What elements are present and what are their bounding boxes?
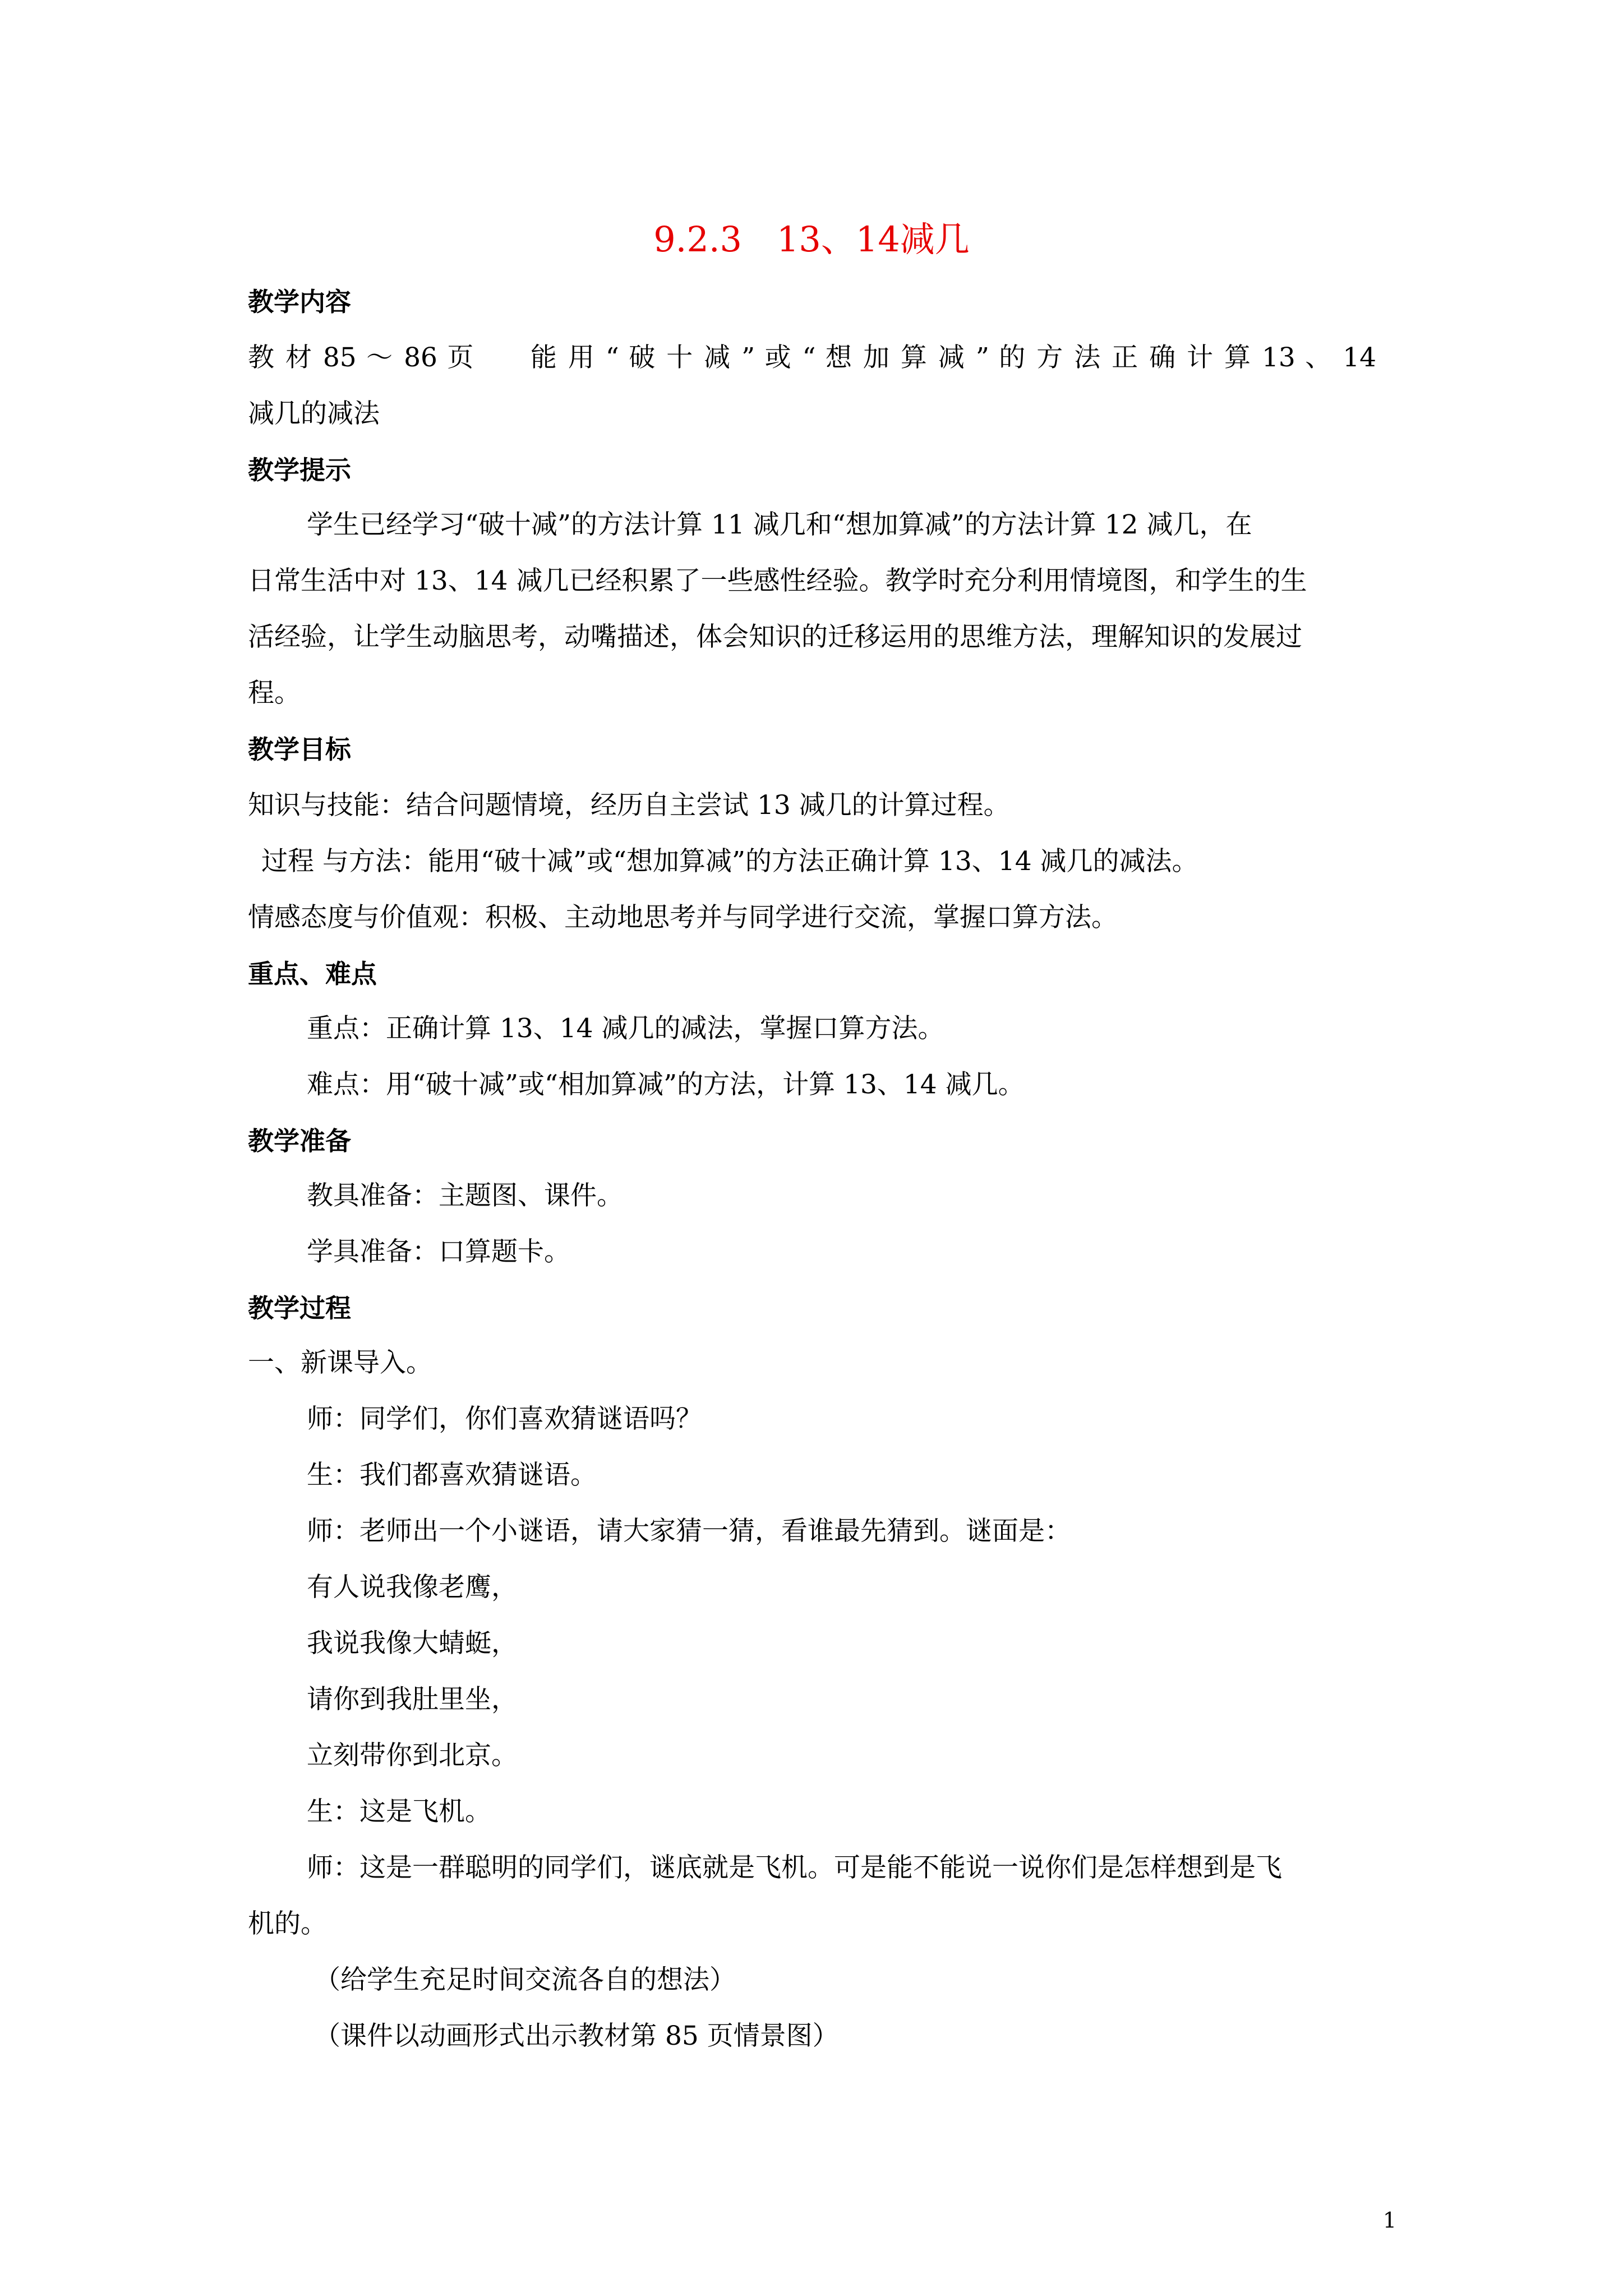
key-point-line: 重点：正确计算 13、14 减几的减法，掌握口算方法。 [307,1013,944,1044]
tips-line-2: 日常生活中对 13、14 减几已经积累了一些感性经验。教学时充分利用情境图，和学生的生 [248,565,1307,596]
difficulty-line: 难点：用“破十减”或“相加算减”的方法，计算 13、14 减几。 [307,1069,1025,1100]
heading-preparation: 教学准备 [248,1126,351,1156]
process-step-1: 一、新课导入。 [248,1347,432,1378]
goals-line-1: 知识与技能：结合问题情境，经历自主尝试 13 减几的计算过程。 [248,790,1010,821]
process-line-1: 师：同学们，你们喜欢猜谜语吗？ [307,1404,702,1434]
goals-line-3: 情感态度与价值观：积极、主动地思考并与同学进行交流，掌握口算方法。 [248,902,1118,933]
tips-line-1: 学生已经学习“破十减”的方法计算 11 减几和“想加算减”的方法计算 12 减几，在 [307,509,1252,540]
process-line-3: 师：老师出一个小谜语，请大家猜一猜，看谁最先猜到。谜面是： [307,1516,1071,1547]
heading-teaching-process: 教学过程 [248,1293,351,1323]
preparation-line-1: 教具准备：主题图、课件。 [307,1180,623,1211]
process-line-2: 生：我们都喜欢猜谜语。 [307,1460,597,1490]
riddle-line-1: 有人说我像老鹰， [307,1572,518,1603]
tips-line-3: 活经验，让学生动脑思考，动嘴描述，体会知识的迁移运用的思维方法，理解知识的发展过 [248,622,1302,652]
heading-teaching-tips: 教学提示 [248,455,351,485]
page-number: 1 [1382,2208,1396,2233]
process-line-10: 机的。 [248,1908,327,1939]
process-note-2: （课件以动画形式出示教材第 85 页情景图） [314,2021,839,2051]
riddle-line-2: 我说我像大蜻蜓， [307,1628,518,1659]
lesson-title: 9.2.3 13、14减几 [653,219,970,260]
tips-line-4: 程。 [248,678,301,708]
content-line-2: 减几的减法 [248,398,380,429]
preparation-line-2: 学具准备：口算题卡。 [307,1236,570,1267]
process-line-9: 师：这是一群聪明的同学们，谜底就是飞机。可是能不能说一说你们是怎样想到是飞 [307,1852,1282,1883]
process-note-1: （给学生充足时间交流各自的想法） [314,1964,736,1995]
heading-key-points: 重点、难点 [248,959,377,989]
heading-teaching-content: 教学内容 [248,287,351,317]
content-line-1: 教 材 85 ～ 86 页 能 用 “ 破 十 减 ” 或 “ 想 加 算 减 ” 的 方 法 正 确 计 算 13 、 14 [248,342,1376,373]
riddle-line-3: 请你到我肚里坐， [307,1684,518,1715]
riddle-line-4: 立刻带你到北京。 [307,1740,518,1771]
goals-line-2: 过程 与方法：能用“破十减”或“想加算减”的方法正确计算 13、14 减几的减法。 [261,846,1198,877]
process-line-8: 生：这是飞机。 [307,1796,491,1827]
heading-teaching-goals: 教学目标 [248,734,351,765]
